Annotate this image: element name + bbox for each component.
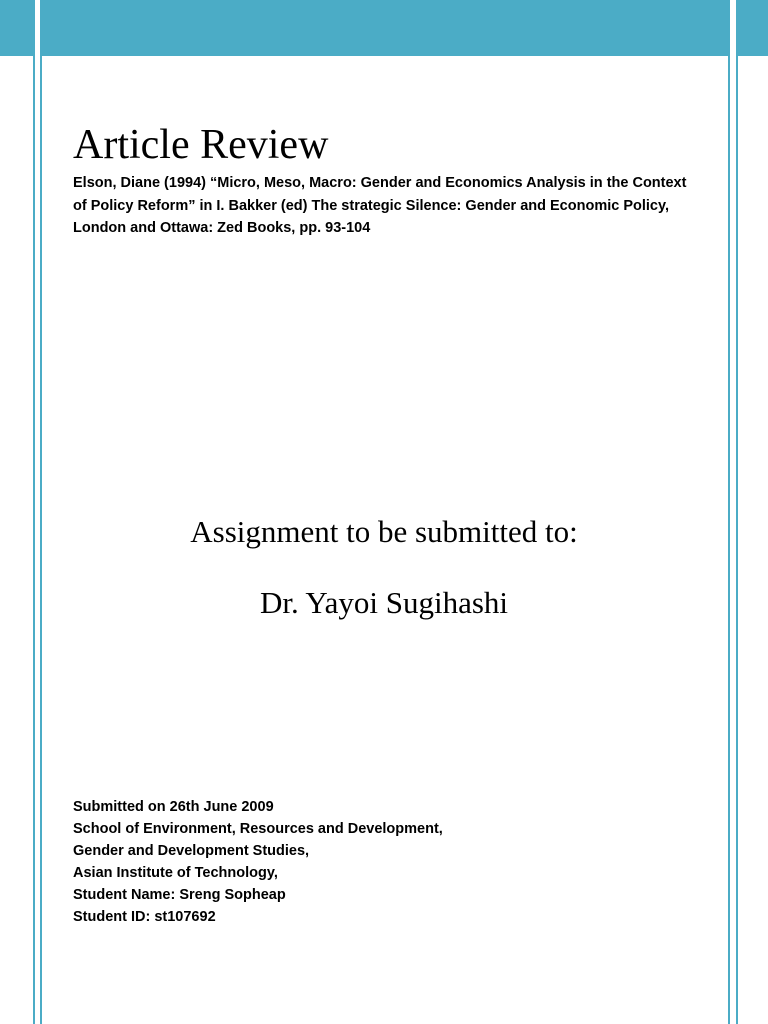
submission-info [73,796,443,928]
page-title: Article Review [73,122,329,168]
assignment-label: Assignment to be submitted to: [190,514,578,549]
header-band-left [0,0,33,56]
citation-text: Elson, Diane (1994) “Micro, Meso, Macro: Gender and Economics Analysis in the Context of Policy Reform” in I. Bakker (ed) The strategic Silence: Gender and Economic Policy, London and Ottawa: Zed Books, pp. 93-104 [73,175,687,236]
student-name: Student Name: Sreng Sopheap [73,887,286,903]
student-id: Student ID: st107692 [73,909,216,925]
header-band-right [738,0,768,56]
school-name: School of Environment, Resources and Development, [73,821,443,837]
recipient-name: Dr. Yayoi Sugihashi [259,585,509,620]
institute-name: Asian Institute of Technology, [73,865,278,881]
header-band [42,0,728,56]
program-name: Gender and Development Studies, [73,843,310,859]
submitted-on: Submitted on 26th June 2009 [73,799,274,815]
